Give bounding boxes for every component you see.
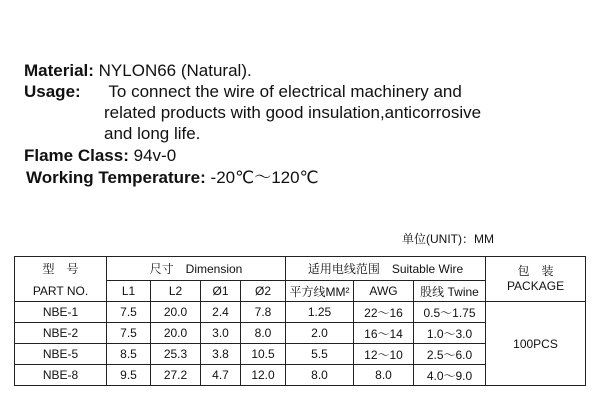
cell-awg: 22～16 bbox=[354, 302, 414, 323]
cell-l2: 20.0 bbox=[151, 323, 201, 344]
header-d2: Ø2 bbox=[241, 281, 286, 302]
header-l1: L1 bbox=[107, 281, 151, 302]
usage-text-1: To connect the wire of electrical machinery and bbox=[108, 82, 462, 101]
usage-label: Usage: bbox=[24, 82, 81, 101]
cell-twine: 0.5～1.75 bbox=[414, 302, 486, 323]
header-dimension: 尺寸 Dimension bbox=[107, 257, 286, 281]
cell-twine: 2.5～6.0 bbox=[414, 344, 486, 365]
cell-l1: 7.5 bbox=[107, 323, 151, 344]
cell-awg: 8.0 bbox=[354, 365, 414, 386]
cell-d1: 3.0 bbox=[201, 323, 241, 344]
cell-l2: 27.2 bbox=[151, 365, 201, 386]
header-package-cn: 包 装 bbox=[517, 264, 554, 278]
unit-note: 单位(UNIT)：MM bbox=[402, 232, 494, 246]
cell-d1: 4.7 bbox=[201, 365, 241, 386]
cell-d2: 10.5 bbox=[241, 344, 286, 365]
cell-d1: 3.8 bbox=[201, 344, 241, 365]
working-temperature-value: -20℃～120℃ bbox=[210, 168, 319, 187]
flame-class-value: 94v-0 bbox=[133, 146, 177, 165]
flame-class-line bbox=[24, 145, 176, 166]
header-mm2: 平方线MM² bbox=[286, 281, 354, 302]
header-awg: AWG bbox=[354, 281, 414, 302]
cell-awg: 12～10 bbox=[354, 344, 414, 365]
header-model-cn: 型 号 bbox=[15, 257, 107, 281]
header-package bbox=[486, 257, 586, 302]
flame-class-label: Flame Class: bbox=[24, 146, 129, 165]
cell-part: NBE-5 bbox=[15, 344, 107, 365]
table-header-row-1 bbox=[15, 257, 586, 281]
header-part-no: PART NO. bbox=[15, 281, 107, 302]
usage-line bbox=[24, 81, 462, 102]
cell-l1: 9.5 bbox=[107, 365, 151, 386]
cell-twine: 1.0～3.0 bbox=[414, 323, 486, 344]
cell-part: NBE-2 bbox=[15, 323, 107, 344]
header-suitable-wire: 适用电线范围 Suitable Wire bbox=[286, 257, 486, 281]
header-twine: 股线 Twine bbox=[414, 281, 486, 302]
cell-mm2: 2.0 bbox=[286, 323, 354, 344]
cell-l2: 20.0 bbox=[151, 302, 201, 323]
working-temperature-line bbox=[26, 167, 319, 188]
header-package-en: PACKAGE bbox=[506, 279, 565, 293]
cell-part: NBE-1 bbox=[15, 302, 107, 323]
cell-mm2: 1.25 bbox=[286, 302, 354, 323]
cell-d2: 12.0 bbox=[241, 365, 286, 386]
spec-table bbox=[14, 256, 586, 386]
cell-twine: 4.0～9.0 bbox=[414, 365, 486, 386]
usage-text-2: related products with good insulation,anticorrosive bbox=[104, 103, 482, 122]
cell-package: 100PCS bbox=[486, 302, 586, 386]
working-temperature-label: Working Temperature: bbox=[26, 168, 206, 187]
cell-l2: 25.3 bbox=[151, 344, 201, 365]
usage-text-3: and long life. bbox=[104, 124, 201, 143]
material-line bbox=[24, 60, 252, 81]
cell-mm2: 8.0 bbox=[286, 365, 354, 386]
cell-l1: 7.5 bbox=[107, 302, 151, 323]
cell-d1: 2.4 bbox=[201, 302, 241, 323]
material-label: Material: bbox=[24, 61, 94, 80]
header-l2: L2 bbox=[151, 281, 201, 302]
material-value: NYLON66 (Natural). bbox=[98, 61, 252, 80]
cell-mm2: 5.5 bbox=[286, 344, 354, 365]
header-d1: Ø1 bbox=[201, 281, 241, 302]
cell-awg: 16～14 bbox=[354, 323, 414, 344]
table-row bbox=[15, 302, 586, 323]
cell-l1: 8.5 bbox=[107, 344, 151, 365]
cell-part: NBE-8 bbox=[15, 365, 107, 386]
cell-d2: 8.0 bbox=[241, 323, 286, 344]
cell-d2: 7.8 bbox=[241, 302, 286, 323]
